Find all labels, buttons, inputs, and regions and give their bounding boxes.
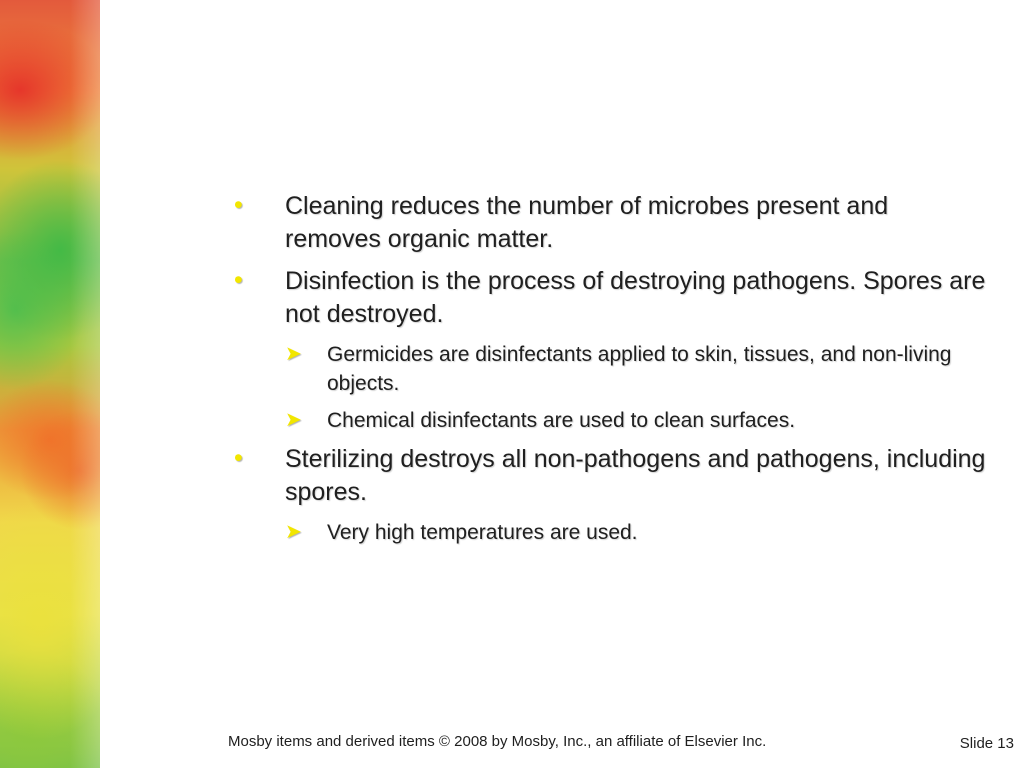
sub-bullet-text: Very high temperatures are used.: [327, 521, 638, 544]
bullet-item: [228, 443, 988, 509]
copyright-footer: Mosby items and derived items © 2008 by Mosby, Inc., an affiliate of Elsevier Inc.: [228, 733, 767, 750]
arrow-bullet-icon: ➤: [285, 409, 302, 431]
sub-bullet-item: [228, 518, 988, 547]
bullet-dot-icon: •: [234, 444, 243, 472]
bullet-text: Sterilizing destroys all non-pathogens and pathogens, including spores.: [285, 445, 986, 506]
bullet-text: Disinfection is the process of destroying pathogens. Spores are not destroyed.: [285, 267, 986, 328]
sub-bullet-item: [228, 340, 988, 398]
sub-bullet-text: Chemical disinfectants are used to clean surfaces.: [327, 409, 796, 432]
bullet-text: Cleaning reduces the number of microbes present and removes organic matter.: [285, 192, 889, 253]
sub-bullet-text: Germicides are disinfectants applied to skin, tissues, and non-living objects.: [327, 343, 952, 395]
bullet-item: [228, 190, 988, 256]
decorative-color-strip: [0, 0, 100, 768]
bullet-dot-icon: •: [234, 266, 243, 294]
bullet-item: [228, 265, 988, 331]
slide-body: [228, 190, 988, 555]
arrow-bullet-icon: ➤: [285, 521, 302, 543]
sub-bullet-item: [228, 406, 988, 435]
bullet-dot-icon: •: [234, 191, 243, 219]
arrow-bullet-icon: ➤: [285, 343, 302, 365]
slide-number: Slide 13: [959, 735, 1014, 752]
